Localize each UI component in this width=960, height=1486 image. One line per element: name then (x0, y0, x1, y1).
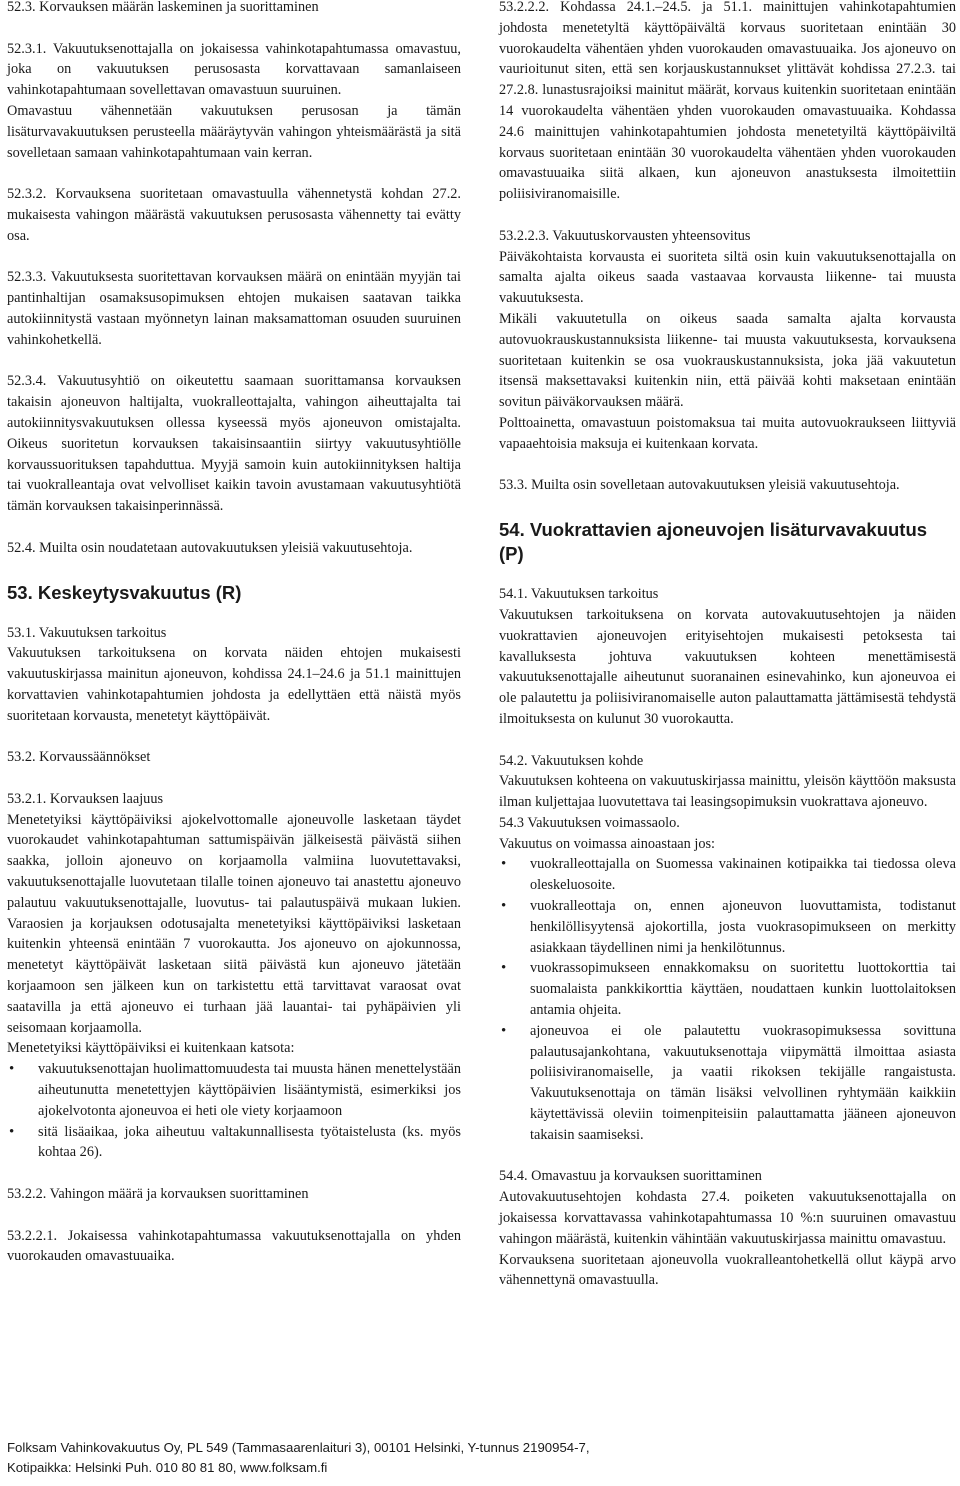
section-title-53: 53. Keskeytysvakuutus (R) (7, 581, 242, 603)
footer-address: Folksam Vahinkovakuutus Oy, PL 549 (Tammasaarenlaituri 3), 00101 Helsinki, Y-tunnus 2190954-7, (7, 1440, 590, 1455)
paragraph-52-3-2: 52.3.2. Korvauksena suoritetaan omavastuulla vähennetystä kohdan 27.2. mukaisesta vahingon määrästä vakuutuksen perusosasta vähennetty tai evätty osa. (7, 186, 461, 244)
subheading-54-1: 54.1. Vakuutuksen tarkoitus (499, 586, 659, 603)
subheading-53-2-2-3: 53.2.2.3. Vakuutuskorvausten yhteensovitus (499, 227, 751, 244)
paragraph-53-2-1-body: Menetetyiksi käyttöpäiviksi ajokelvottomalle ajoneuvolle lasketaan täydet vuorokaudet vahinkotapahtuman sattumispäivän jälkeisestä päivästä siihen saakka, jolloin ajoneuvo on korjaamolla valmiina luovutettavaksi, vakuutuksenottajalle luovutetaan tilalle toinen ajoneuvo tai anastettu ajoneuvo palautuu vakuutuksenottajalle, luovutus- tai palautuspäivä mukaan lukien. Varaosien ja korjauksen odotusajalta menetetyiksi käyttöpäiviksi lasketaan kuitenkin yhteensä enintään 7 vuorokautta. Jos ajoneuvo on ajokunnossa, menetetyt käyttöpäivät lasketaan siitä päivästä kun ajoneuvo jätetään korjaamoon sen jälkeen kun on tarkistettu että tarvittavat varaosat ovat saatavilla ja että ajoneuvo ei turhaan jää lauantai- tai pyhäpäivien yli seisomaan korjaamolla. (7, 811, 461, 1036)
paragraph-53-1-body: Vakuutuksen tarkoituksena on korvata näiden ehtojen mukaisesti vakuutuskirjassa mainitun ajoneuvon, kohdissa 24.1–24.6 ja 51.1 mainittujen korvattavien vahinkotapahtumien johdosta ja edellyttäen että näistä myös suoritetaan korvausta, menetetyt käyttöpäivät. (7, 645, 461, 724)
list-item: • vuokralleottaja on, ennen ajoneuvon luovuttamista, todistanut henkilöllisyytensä ajokortilla, josta vuokrasopimukseen on merkitty asiakkaan täydellinen nimi ja henkilötunnus. (499, 896, 956, 958)
paragraph-polttoaine: Polttoainetta, omavastuun poistomaksua tai muita autovuokraukseen liittyviä vapaaehtoisia maksuja ei kuitenkaan korvata. (499, 414, 956, 452)
subheading-53-2-1: 53.2.1. Korvauksen laajuus (7, 790, 164, 807)
paragraph-54-1-body: Vakuutuksen tarkoituksena on korvata autovakuutusehtojen ja näiden vuokrattavien ajoneuvojen erityisehtojen mukaisesti petoksesta tai kavalluksesta johtuva vakuutuksen kohteen menettämisestä vakuutuksenottajalle aiheutunut suoranainen esinevahinko, kun ajoneuvoa ei ole palautettu ja poliisiviranomaiselle auton palauttamatta jättämisestä tehdystä ilmoituksesta on kulunut 30 vuorokautta. (499, 606, 956, 727)
subheading-54-2: 54.2. Vakuutuksen kohde (499, 752, 644, 769)
list-item: • ajoneuvoa ei ole palautettu vuokrasopimuksessa sovittuna palautusajankohtana, vakuutuksenottaja viipymättä ilmoittaa asiasta poliisiviranomaiselle, ja vaatii rikoksen tekijälle rangaistusta. Vakuutuksenottaja on tämän lisäksi velvollinen ryhtymään kaikkiin käytettävissä oleviin toimenpiteisiin palauttamatta jääneen ajoneuvon takaisin saamiseksi. (499, 1021, 956, 1146)
paragraph-52-3-3: 52.3.3. Vakuutuksesta suoritettavan korvauksen määrä on enintään myyjän tai pantinhaltijan osamaksusopimuksen ehtojen mukaisen saatavan taikka autokiinnitystä vastaan myönnetyn lainan maksamattoman osuuden suuruinen vahinkohetkellä. (7, 269, 461, 348)
paragraph-54-3-intro: Vakuutus on voimassa ainoastaan jos: (499, 835, 716, 852)
paragraph-yhteensovitus-2: Mikäli vakuutetulla on oikeus saada samalta ajalta korvausta autovuokrauskustannuksista liikenne- tai muusta vakuutuksesta, korvauksena suoritetaan kuitenkin se osa vuokrauskustannuksista, joka jää vakuutetun itsensä maksettavaksi kuitenkin niin, että päivää kohti maksetaan enintään sovitun päiväkorvauksen määrä. (499, 310, 956, 411)
list-item: • sitä lisäaikaa, joka aiheutuu valtakunnallisesta työtaistelusta (ks. myös kohtaa 26). (7, 1122, 461, 1164)
paragraph-53-2-2-2: 53.2.2.2. Kohdassa 24.1.–24.5. ja 51.1. mainittujen vahinkotapahtumien johdosta menetetyltä käyttöpäivältä korvaus suoritetaan enintään 30 vuorokaudelta vähentäen yhden vuorokauden omavastuuaika. Jos ajoneuvo on vaurioitunut siten, että sen korjauskustannukset ylittävät kohdissa 27.2.3. tai 27.2.8. lunastusrajoiksi mainitut määrät, korvaus kuitenkin suoritetaan enintään 14 vuorokaudelta vähentäen yhden vuorokauden omavastuuaika. Kohdassa 24.6 mainittujen vahinkotapahtumien johdosta menetetyiltä käyttöpäiviltä korvaus suoritetaan enintään 30 vuorokaudelta vähentäen yhden vuorokauden omavastuuaika siitä alkaen, kun ajoneuvon anastuksesta ilmoitettiin poliisiviranomaisille. (499, 0, 956, 203)
paragraph-53-3: 53.3. Muilta osin sovelletaan autovakuutuksen yleisiä vakuutusehtoja. (499, 477, 900, 494)
conditions-list (499, 854, 956, 1145)
paragraph-54-4-korvaus: Korvauksena suoritetaan ajoneuvolla vuokralleantohetkellä ollut käypä arvo vähennettynä omavastuulla. (499, 1251, 956, 1289)
right-column (499, 0, 956, 1291)
left-column (7, 0, 461, 1288)
footer-contact: Kotipaikka: Helsinki Puh. 010 80 81 80, www.folksam.fi (7, 1459, 328, 1475)
subheading-53-2-2: 53.2.2. Vahingon määrä ja korvauksen suorittaminen (7, 1186, 309, 1203)
paragraph-yhteensovitus-1: Päiväkohtaista korvausta ei suoriteta siltä osin kuin vakuutuksenottajalla on samalta ajalta oikeus saada vastaavaa korvausta liikenne- tai muusta vakuutuksesta. (499, 248, 956, 307)
paragraph-52-3-4: 52.3.4. Vakuutusyhtiö on oikeutettu saamaan suorittamansa korvauksen takaisin ajoneuvon haltijalta, vuokralleottajalta, vahingon aiheuttajalta tai autokiinnitysvakuutuksen ollessa kyseessä myös ajoneuvon omistajalta. Oikeus suoritetun korvauksen takaisinsaantiin siirtyy vakuutusyhtiölle korvaussuorituksen tapahduttua. Myyjä samoin kuin autokiinnityksen haltija tai vuokralleantaja ovat velvolliset kaikin tavoin avustamaan vakuutusyhtiötä tämän korvauksen takaisinperinnässä. (7, 373, 461, 515)
list-item: • vuokrassopimukseen ennakkomaksu on suoritettu luottokorttia tai suomalaista pankkikorttia käyttäen, noudattaen kunkin luottolaitoksen antamia ohjeita. (499, 958, 956, 1020)
paragraph-exclusions-intro: Menetetyiksi käyttöpäiviksi ei kuitenkaan katsota: (7, 1040, 295, 1057)
section-title-54: 54. Vuokrattavien ajoneuvojen lisäturvavakuutus (P) (499, 519, 928, 565)
paragraph-53-2-2-1: 53.2.2.1. Jokaisessa vahinkotapahtumassa vakuutuksenottajalla on yhden vuorokauden omavastuuaika. (7, 1227, 461, 1265)
subheading-54-3: 54.3 Vakuutuksen voimassaolo. (499, 814, 680, 831)
paragraph-omavastuu: Omavastuu vähennetään vakuutuksen perusosan ja tämän lisäturvavakuutuksen perusteella määräytyvän vahingon yhteismäärästä ja sitä sovelletaan samaan vahinkotapahtumaan vain kerran. (7, 102, 461, 161)
page-footer (7, 1438, 947, 1477)
list-item: • vuokralleottajalla on Suomessa vakinainen kotipaikka tai tiedossa oleva oleskeluosoite. (499, 854, 956, 896)
exclusions-list (7, 1059, 461, 1163)
paragraph-52-3-1: 52.3.1. Vakuutuksenottajalla on jokaisessa vahinkotapahtumassa omavastuu, joka on vakuutuksen perusosasta korvattavaan samanlaiseen vahinkotapahtumaan sovellettavan omavastuun suuruinen. (7, 40, 461, 99)
paragraph-54-2-body: Vakuutuksen kohteena on vakuutuskirjassa mainittu, yleisön käyttöön maksusta ilman kuljettajaa luovutettava tai leasingsopimuksin vuokrattava ajoneuvo. (499, 773, 956, 811)
section-heading-52-3: 52.3. Korvauksen määrän laskeminen ja suorittaminen (7, 0, 319, 15)
subheading-54-4: 54.4. Omavastuu ja korvauksen suorittaminen (499, 1168, 762, 1185)
paragraph-54-4-body: Autovakuutusehtojen kohdasta 27.4. poiketen vakuutuksenottajalla on jokaisessa korvattavassa vahinkotapahtumassa 10 %:n suuruinen omavastuu vahingon määrästä, kuitenkin vähintään vakuutuskirjassa mainittu omavastuu. (499, 1189, 956, 1247)
subheading-53-2: 53.2. Korvaussäännökset (7, 749, 151, 766)
subheading-53-1: 53.1. Vakuutuksen tarkoitus (7, 624, 167, 641)
list-item: • vakuutuksenottajan huolimattomuudesta tai muusta hänen menettelystään aiheutunutta menetettyjen käyttöpäivien lisääntymistä, esimerkiksi jos ajokelvotonta ajoneuvoa ei heti ole viety korjaamoon (7, 1059, 461, 1121)
paragraph-52-4: 52.4. Muilta osin noudatetaan autovakuutuksen yleisiä vakuutusehtoja. (7, 539, 413, 556)
